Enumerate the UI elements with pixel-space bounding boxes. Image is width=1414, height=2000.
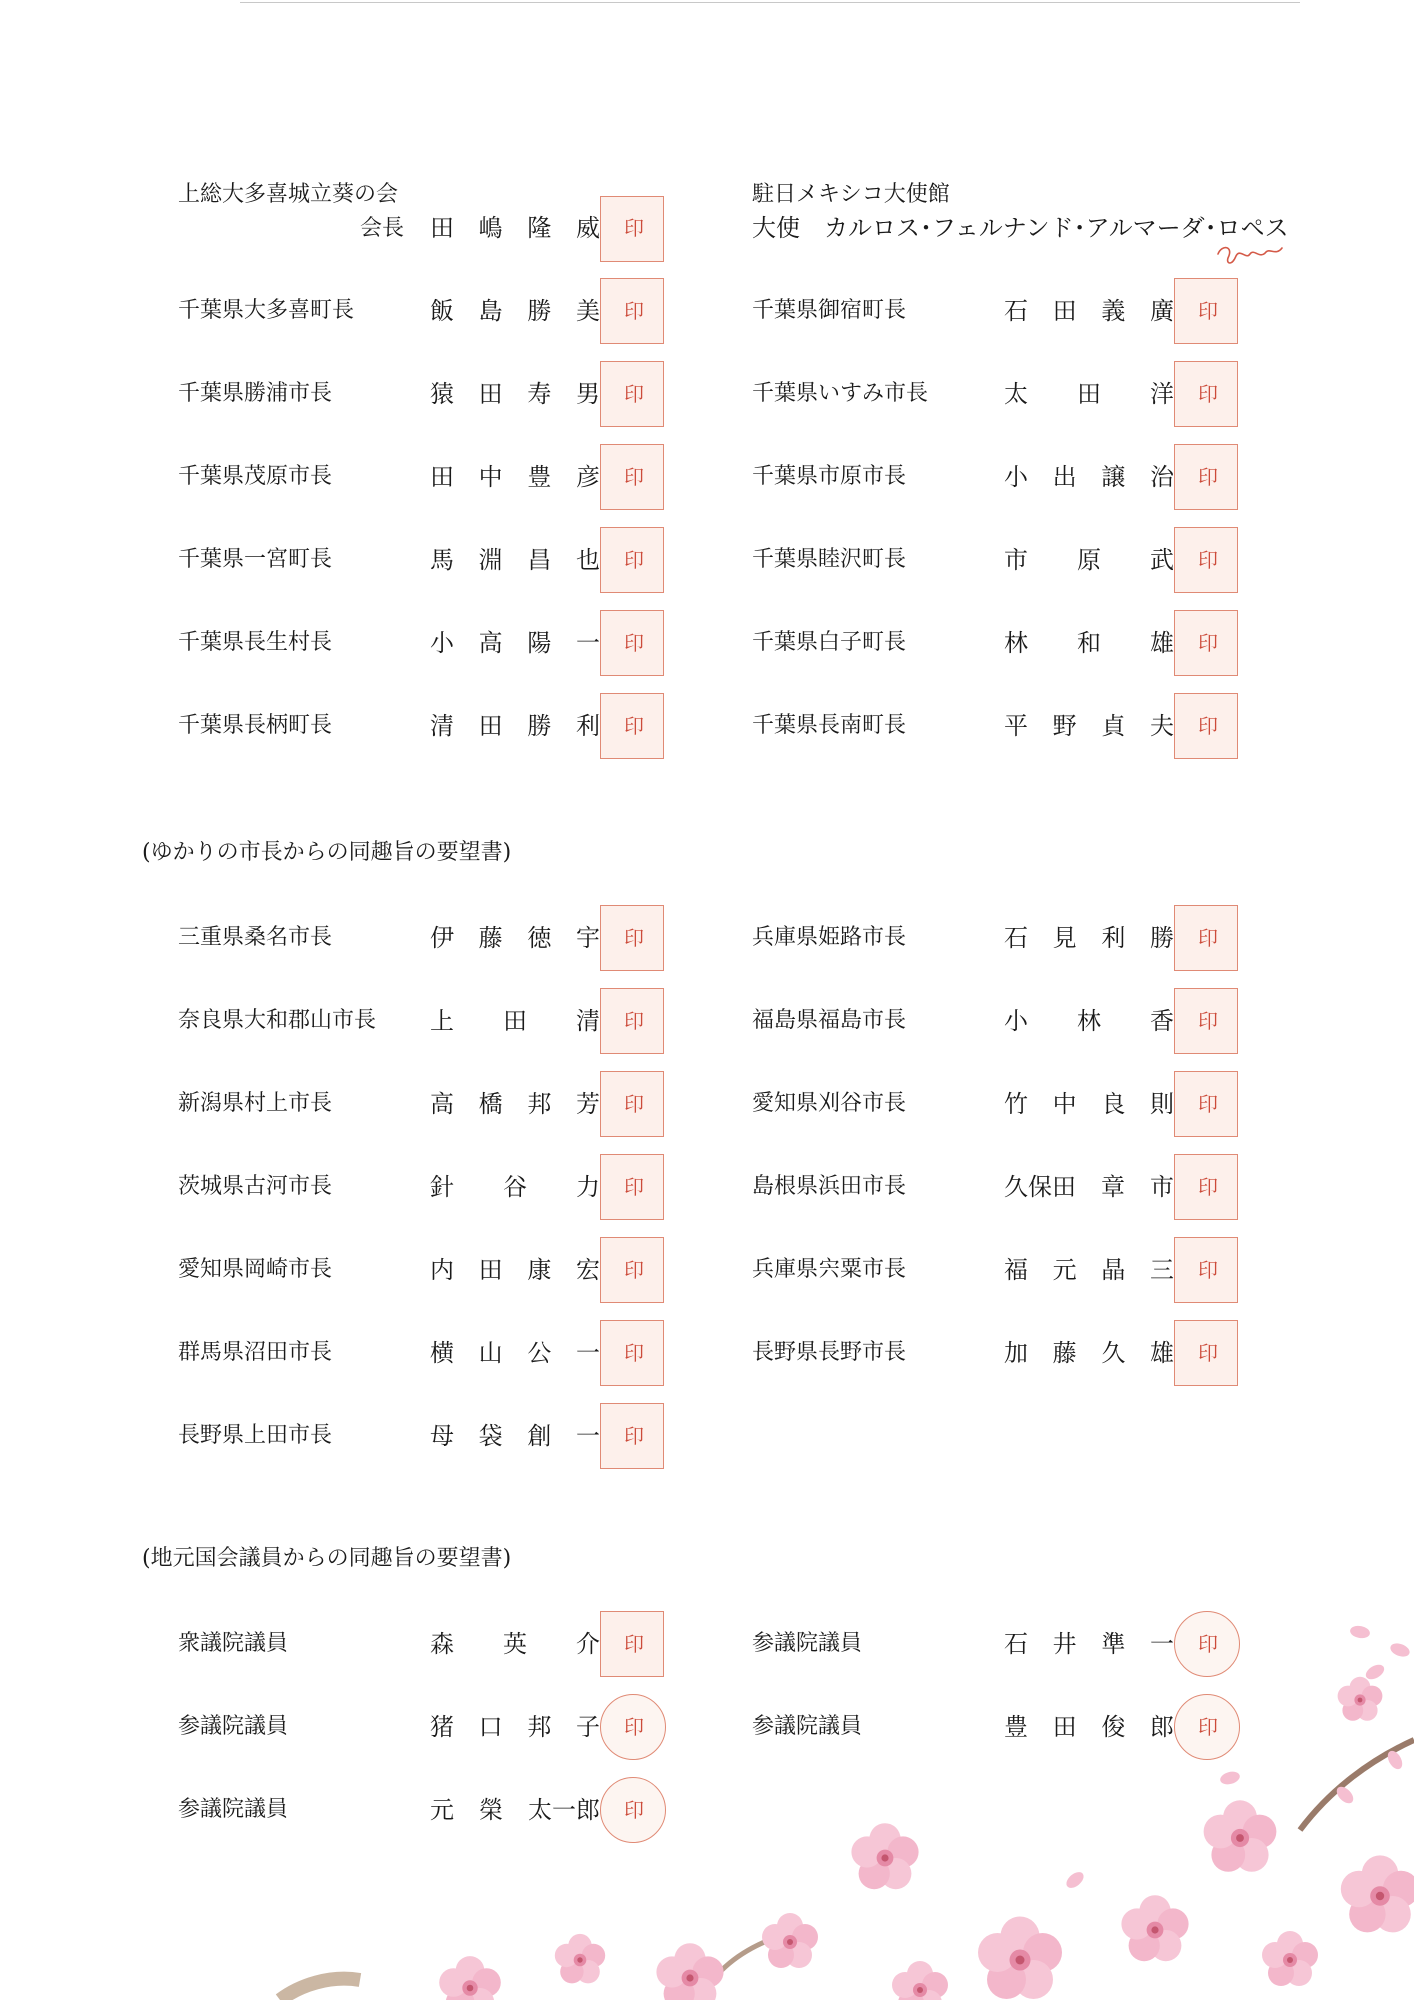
name-part: 中 xyxy=(1052,1090,1077,1118)
name-part: 元 xyxy=(1052,1256,1077,1284)
name-part: 創 xyxy=(527,1422,552,1450)
name-part: 中 xyxy=(478,463,503,491)
seal-label: 印 xyxy=(1198,1092,1218,1116)
signatory-name xyxy=(1004,631,1174,655)
name-part: 針 xyxy=(430,1173,454,1201)
name-part: 利 xyxy=(1101,924,1126,952)
name-part: 昌 xyxy=(527,546,552,574)
name-part: 口 xyxy=(478,1713,503,1741)
name-part: 美 xyxy=(575,297,600,325)
name-part: 淵 xyxy=(478,546,503,574)
seal-label: 印 xyxy=(624,548,644,572)
seal-label: 印 xyxy=(1198,382,1218,406)
signatory-title: 三重県桑名市長 xyxy=(178,925,333,950)
signatory-title: 兵庫県姫路市長 xyxy=(752,925,907,950)
name-part: 嶋 xyxy=(478,214,503,242)
name-part: 彦 xyxy=(575,463,600,491)
signatory-name xyxy=(1004,548,1174,572)
signatory-title: 千葉県大多喜町長 xyxy=(178,298,355,323)
signatory-name xyxy=(430,1632,600,1656)
signatory-name xyxy=(430,1715,600,1739)
name-part: 田 xyxy=(1052,1713,1077,1741)
name-part: 介 xyxy=(576,1630,600,1658)
signatory-title: 衆議院議員 xyxy=(178,1631,289,1656)
seal-label: 印 xyxy=(1198,1009,1218,1033)
seal-label: 印 xyxy=(1198,299,1218,323)
name-part: 竹 xyxy=(1004,1090,1028,1118)
name-part: 福 xyxy=(1004,1256,1028,1284)
signatory-name xyxy=(430,1009,600,1033)
name-part: 小 xyxy=(430,629,454,657)
name-part: 邦 xyxy=(527,1713,552,1741)
name-part: 林 xyxy=(1077,1007,1101,1035)
signatory-name xyxy=(430,926,600,950)
signatory-name xyxy=(1004,1092,1174,1116)
seal-label: 印 xyxy=(624,1715,644,1739)
name-part: 芳 xyxy=(575,1090,600,1118)
seal-label: 印 xyxy=(624,465,644,489)
name-part: 威 xyxy=(575,214,600,242)
name-part: 宏 xyxy=(575,1256,600,1284)
name-part: 康 xyxy=(527,1256,552,1284)
name-part: 一 xyxy=(575,629,600,657)
name-part: 野 xyxy=(1052,712,1077,740)
name-part: 猿 xyxy=(430,380,454,408)
name-part: 廣 xyxy=(1149,297,1174,325)
name-part: 猪 xyxy=(430,1713,454,1741)
name-part: 山 xyxy=(478,1339,503,1367)
name-part: 石 xyxy=(1004,297,1028,325)
signatory-title: 参議院議員 xyxy=(752,1714,863,1739)
signatory-title: 愛知県岡崎市長 xyxy=(178,1257,333,1282)
signatory-name xyxy=(1004,1258,1174,1282)
name-part: 森 xyxy=(430,1630,454,1658)
seal-label: 印 xyxy=(624,1258,644,1282)
name-part: 子 xyxy=(575,1713,600,1741)
signatory-name xyxy=(430,382,600,406)
section-title-diet-members: (地元国会議員からの同趣旨の要望書) xyxy=(142,1546,512,1571)
name-part: 章 xyxy=(1101,1173,1125,1201)
name-part: 石 xyxy=(1004,924,1028,952)
name-part: 橋 xyxy=(478,1090,503,1118)
name-part: 準 xyxy=(1101,1630,1126,1658)
seal-label: 印 xyxy=(1198,548,1218,572)
signatory-title: 参議院議員 xyxy=(752,1631,863,1656)
name-part: 高 xyxy=(478,629,503,657)
seal-label: 印 xyxy=(1198,465,1218,489)
name-part: 和 xyxy=(1077,629,1101,657)
name-part: 豊 xyxy=(527,463,552,491)
name-part: 太一郎 xyxy=(528,1796,600,1824)
section-title-mayors: (ゆかりの市長からの同趣旨の要望書) xyxy=(142,840,512,865)
signatory-name xyxy=(430,465,600,489)
name-part: 洋 xyxy=(1150,380,1174,408)
signatory-name xyxy=(430,1424,600,1448)
name-part: 治 xyxy=(1149,463,1174,491)
name-part: 雄 xyxy=(1150,629,1174,657)
name-part: 晶 xyxy=(1101,1256,1126,1284)
name-part: 勝 xyxy=(1149,924,1174,952)
signatory-name xyxy=(1004,299,1174,323)
signatory-name xyxy=(430,299,600,323)
name-part: 元 xyxy=(430,1796,454,1824)
signatory-title: 千葉県長柄町長 xyxy=(178,713,333,738)
signatory-title: 参議院議員 xyxy=(178,1797,289,1822)
name-part: 藤 xyxy=(478,924,503,952)
signatory-name xyxy=(430,714,600,738)
name-part: 高 xyxy=(430,1090,454,1118)
name-part: 則 xyxy=(1149,1090,1174,1118)
name-part: 飯 xyxy=(430,297,454,325)
seal-label: 印 xyxy=(624,1175,644,1199)
seal-label: 印 xyxy=(1198,1258,1218,1282)
signatory-title: 千葉県長南町長 xyxy=(752,713,907,738)
name-part: 林 xyxy=(1004,629,1028,657)
name-part: 田 xyxy=(430,214,454,242)
name-part: 武 xyxy=(1150,546,1174,574)
signatory-name xyxy=(1004,1009,1174,1033)
name-part: 島 xyxy=(478,297,503,325)
seal-label: 印 xyxy=(624,1798,644,1822)
name-part: 太 xyxy=(1004,380,1028,408)
name-part: 久保田 xyxy=(1004,1173,1076,1201)
name-part: 市 xyxy=(1150,1173,1174,1201)
name-part: 平 xyxy=(1004,712,1028,740)
name-part: 田 xyxy=(478,712,503,740)
seal-label: 印 xyxy=(1198,1175,1218,1199)
signatory-title: 長野県長野市長 xyxy=(752,1340,907,1365)
signatory-name xyxy=(1004,714,1174,738)
name-part: 郎 xyxy=(1149,1713,1174,1741)
signatory-title: 千葉県一宮町長 xyxy=(178,547,333,572)
name-part: 三 xyxy=(1149,1256,1174,1284)
signatory-name xyxy=(430,548,600,572)
signatory-name xyxy=(430,1341,600,1365)
signatory-title: 島根県浜田市長 xyxy=(752,1174,907,1199)
name-part: 田 xyxy=(430,463,454,491)
signatory-title: 参議院議員 xyxy=(178,1714,289,1739)
name-part: 横 xyxy=(430,1339,454,1367)
signatory-title: 茨城県古河市長 xyxy=(178,1174,333,1199)
signatory-title: 新潟県村上市長 xyxy=(178,1091,333,1116)
name-part: 勝 xyxy=(527,712,552,740)
signatory-title: 群馬県沼田市長 xyxy=(178,1340,333,1365)
org-title-left: 会長 xyxy=(360,216,405,241)
name-part: 市 xyxy=(1004,546,1028,574)
seal-label: 印 xyxy=(1198,1632,1218,1656)
name-part: 田 xyxy=(1077,380,1101,408)
handwritten-signature xyxy=(1210,240,1300,276)
name-part: 英 xyxy=(503,1630,527,1658)
ambassador-line: 大使 カルロス･フェルナンド･アルマーダ･ロペス xyxy=(752,214,1289,242)
signatory-title: 千葉県白子町長 xyxy=(752,630,907,655)
name-part: 香 xyxy=(1150,1007,1174,1035)
name-part: 井 xyxy=(1052,1630,1077,1658)
name-part: 榮 xyxy=(479,1796,503,1824)
name-part: 俊 xyxy=(1101,1713,1126,1741)
seal-label: 印 xyxy=(1198,1341,1218,1365)
name-part: 寿 xyxy=(527,380,552,408)
seal-label: 印 xyxy=(624,299,644,323)
name-part: 出 xyxy=(1052,463,1077,491)
name-part: 良 xyxy=(1101,1090,1126,1118)
name-part: 見 xyxy=(1052,924,1077,952)
name-part: 母 xyxy=(430,1422,454,1450)
signatory-name xyxy=(430,1092,600,1116)
name-part: 久 xyxy=(1101,1339,1126,1367)
signatory-title: 愛知県刈谷市長 xyxy=(752,1091,907,1116)
signatory-name xyxy=(1004,1341,1174,1365)
seal-label: 印 xyxy=(624,1424,644,1448)
name-part: 貞 xyxy=(1101,712,1126,740)
signatory-name xyxy=(430,1798,600,1822)
name-part: 一 xyxy=(575,1339,600,1367)
name-part: 力 xyxy=(576,1173,600,1201)
seal-label: 印 xyxy=(624,382,644,406)
name-part: 小 xyxy=(1004,1007,1028,1035)
signatory-title: 千葉県御宿町長 xyxy=(752,298,907,323)
name-part: 袋 xyxy=(478,1422,503,1450)
name-part: 徳 xyxy=(527,924,552,952)
seal-label: 印 xyxy=(624,1632,644,1656)
name-part: 加 xyxy=(1004,1339,1028,1367)
name-part: 夫 xyxy=(1149,712,1174,740)
signatory-name xyxy=(1004,1715,1174,1739)
name-part: 伊 xyxy=(430,924,454,952)
name-part: 田 xyxy=(478,380,503,408)
name-part: 田 xyxy=(503,1007,527,1035)
name-part: 内 xyxy=(430,1256,454,1284)
name-part: 一 xyxy=(1149,1630,1174,1658)
name-part: 雄 xyxy=(1149,1339,1174,1367)
name-part: 隆 xyxy=(527,214,552,242)
signatory-title: 千葉県茂原市長 xyxy=(178,464,333,489)
seal-label: 印 xyxy=(624,631,644,655)
name-part: 宇 xyxy=(575,924,600,952)
signatory-name xyxy=(430,1258,600,1282)
seal-label: 印 xyxy=(624,1092,644,1116)
name-part: 邦 xyxy=(527,1090,552,1118)
seal-label: 印 xyxy=(1198,714,1218,738)
org-name-left xyxy=(430,216,600,240)
name-part: 利 xyxy=(575,712,600,740)
seal-label: 印 xyxy=(624,714,644,738)
signatory-title: 兵庫県宍粟市長 xyxy=(752,1257,907,1282)
signatory-title: 千葉県いすみ市長 xyxy=(752,381,929,406)
name-part: 男 xyxy=(575,380,600,408)
seal-label: 印 xyxy=(1198,631,1218,655)
name-part: 陽 xyxy=(527,629,552,657)
name-part: 上 xyxy=(430,1007,454,1035)
name-part: 一 xyxy=(575,1422,600,1450)
signatory-name xyxy=(430,1175,600,1199)
signatory-title: 千葉県長生村長 xyxy=(178,630,333,655)
name-part: 譲 xyxy=(1101,463,1126,491)
name-part: 田 xyxy=(478,1256,503,1284)
name-part: 勝 xyxy=(527,297,552,325)
name-part: 谷 xyxy=(503,1173,527,1201)
name-part: 也 xyxy=(575,546,600,574)
signatory-name xyxy=(430,631,600,655)
name-part: 田 xyxy=(1052,297,1077,325)
scan-top-edge xyxy=(240,2,1300,3)
name-part: 豊 xyxy=(1004,1713,1028,1741)
signatory-title: 千葉県勝浦市長 xyxy=(178,381,333,406)
seal-label: 印 xyxy=(624,216,644,240)
seal-label: 印 xyxy=(624,926,644,950)
name-part: 藤 xyxy=(1052,1339,1077,1367)
signatory-name xyxy=(1004,1632,1174,1656)
signatory-name xyxy=(1004,465,1174,489)
name-part: 原 xyxy=(1077,546,1101,574)
signatory-name xyxy=(1004,382,1174,406)
signatory-name xyxy=(1004,1175,1174,1199)
signatory-title: 奈良県大和郡山市長 xyxy=(178,1008,377,1033)
signatory-title: 千葉県市原市長 xyxy=(752,464,907,489)
org-label-left: 上総大多喜城立葵の会 xyxy=(178,182,399,207)
signatory-name xyxy=(1004,926,1174,950)
name-part: 清 xyxy=(576,1007,600,1035)
signatory-title: 長野県上田市長 xyxy=(178,1423,333,1448)
name-part: 石 xyxy=(1004,1630,1028,1658)
name-part: 公 xyxy=(527,1339,552,1367)
seal-label: 印 xyxy=(1198,926,1218,950)
org-label-right: 駐日メキシコ大使館 xyxy=(752,182,950,207)
seal-label: 印 xyxy=(1198,1715,1218,1739)
name-part: 義 xyxy=(1101,297,1126,325)
name-part: 清 xyxy=(430,712,454,740)
name-part: 馬 xyxy=(430,546,454,574)
seal-label: 印 xyxy=(624,1341,644,1365)
signatory-title: 千葉県睦沢町長 xyxy=(752,547,907,572)
seal-label: 印 xyxy=(624,1009,644,1033)
name-part: 小 xyxy=(1004,463,1028,491)
signatory-title: 福島県福島市長 xyxy=(752,1008,907,1033)
